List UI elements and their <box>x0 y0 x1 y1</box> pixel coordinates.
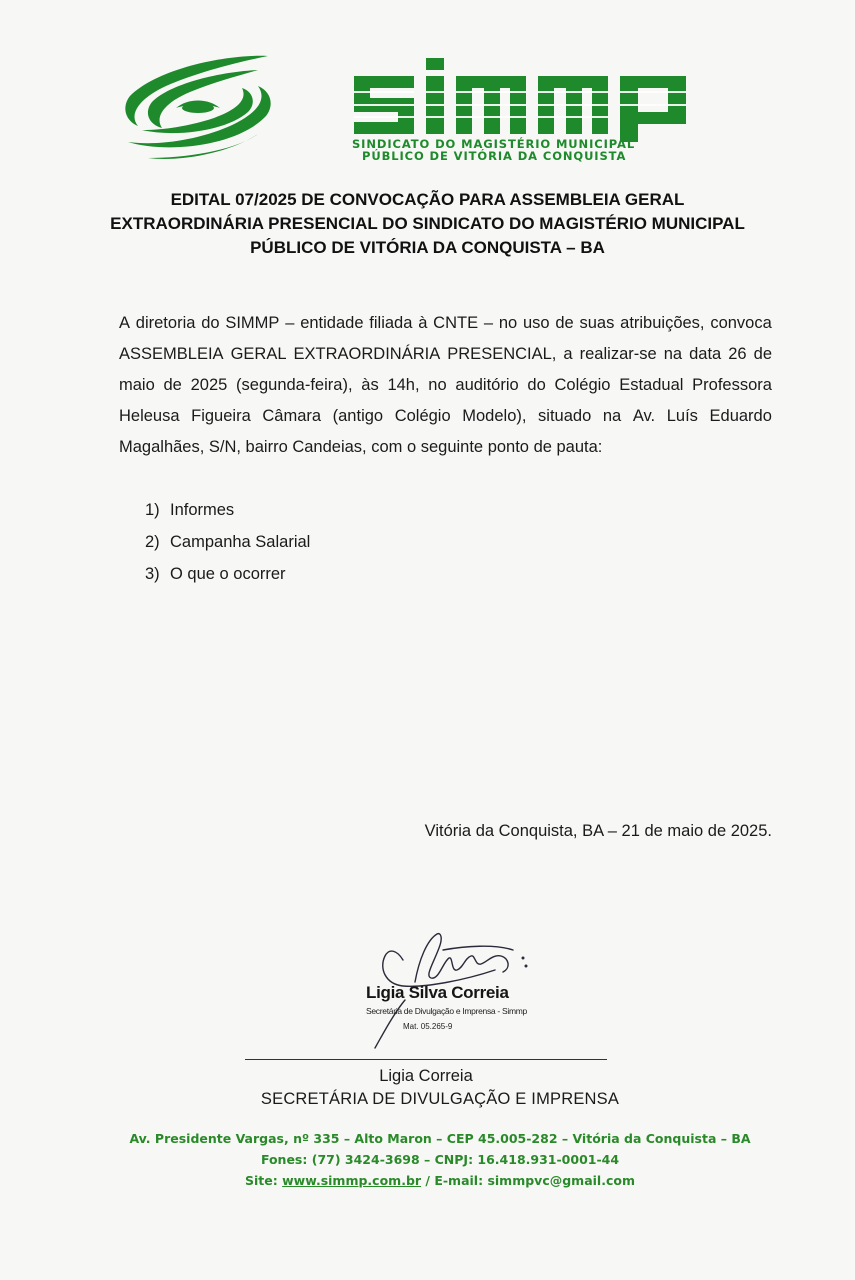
body-line1-text <box>119 308 772 339</box>
word: PRESENCIAL, <box>447 345 557 363</box>
word: maio <box>119 376 155 394</box>
word: Câmara <box>262 407 322 425</box>
body-line5 <box>119 432 772 463</box>
logo-subtitle-line1: SINDICATO DO MAGISTÉRIO MUNICIPAL <box>352 137 636 151</box>
word: às <box>361 376 379 394</box>
list-item <box>145 526 310 558</box>
word: convoca <box>710 314 772 332</box>
word: A <box>119 314 131 332</box>
word: CNTE <box>433 314 479 332</box>
simmp-emblem-logo <box>118 50 278 162</box>
footer-contact <box>90 1128 790 1191</box>
word: a <box>563 345 573 363</box>
word: GERAL <box>230 345 287 363</box>
body-line1 <box>119 308 772 339</box>
word: Figueira <box>191 407 251 425</box>
list-item-number: 1) <box>145 501 160 519</box>
title-line2: EXTRAORDINÁRIA PRESENCIAL DO SINDICATO DO MAGISTÉRIO MUNICIPAL <box>110 214 745 233</box>
word: Luís <box>666 407 698 425</box>
word: atribuições, <box>620 314 705 332</box>
word: uso <box>522 314 550 332</box>
signer-name: Ligia Correia <box>379 1067 473 1085</box>
list-item-text: Informes <box>170 501 235 519</box>
word: à <box>418 314 428 332</box>
footer-web <box>90 1170 790 1191</box>
word: Colégio <box>394 407 451 425</box>
word: Professora <box>692 376 772 394</box>
convocation-paragraph <box>119 308 772 463</box>
word: SIMMP <box>225 314 280 332</box>
word: suas <box>579 314 615 332</box>
title-line3: PÚBLICO DE VITÓRIA DA CONQUISTA – BA <box>250 238 605 257</box>
word: Colégio <box>554 376 611 394</box>
word: do <box>527 376 546 394</box>
stamp-role: Secretária de Divulgação e Imprensa - Simmp <box>366 1006 527 1016</box>
word: filiada <box>369 314 413 332</box>
list-item-number: 3) <box>145 565 160 583</box>
word: 26 <box>728 345 747 363</box>
body-line2-text <box>119 339 772 370</box>
list-item <box>145 494 310 526</box>
body-line2 <box>119 339 772 370</box>
word: de <box>555 314 574 332</box>
footer-email-label: / E-mail: <box>421 1173 488 1188</box>
body-line5-text: Magalhães, S/N, bairro Candeias, com o seguinte ponto de pauta: <box>119 438 603 456</box>
word: (segunda-feira), <box>236 376 353 394</box>
email-address[interactable]: simmpvc@gmail.com <box>487 1173 635 1188</box>
body-line3 <box>119 370 772 401</box>
word: Av. <box>632 407 656 425</box>
word: Modelo), <box>462 407 527 425</box>
word: diretoria <box>135 314 196 332</box>
document-title <box>90 188 765 260</box>
word: 2025 <box>190 376 228 394</box>
list-item-text: O que o ocorrer <box>170 565 286 583</box>
logo-subtitle-line2: PÚBLICO DE VITÓRIA DA CONQUISTA <box>362 149 627 163</box>
word: Eduardo <box>709 407 772 425</box>
word: EXTRAORDINÁRIA <box>293 345 441 363</box>
word: no <box>498 314 518 332</box>
word: data <box>689 345 722 363</box>
list-item-number: 2) <box>145 533 160 551</box>
word: ASSEMBLEIA <box>119 345 224 363</box>
signer-role: SECRETÁRIA DE DIVULGAÇÃO E IMPRENSA <box>260 1090 620 1108</box>
word: no <box>428 376 447 394</box>
logo-subtitle <box>352 138 722 162</box>
word: auditório <box>455 376 519 394</box>
word: de <box>163 376 182 394</box>
word: Estadual <box>619 376 684 394</box>
list-item <box>145 558 310 590</box>
word: entidade <box>300 314 364 332</box>
word: de <box>753 345 772 363</box>
site-link[interactable]: www.simmp.com.br <box>282 1173 422 1188</box>
word: (antigo <box>332 407 384 425</box>
agenda-list <box>145 494 310 590</box>
stamp-registration: Mat. 05.265-9 <box>403 1022 453 1031</box>
footer-address: Av. Presidente Vargas, nº 335 – Alto Maron – CEP 45.005-282 – Vitória da Conquista – BA <box>129 1131 751 1146</box>
simmp-wordmark <box>350 54 730 142</box>
body-line3-text <box>119 370 772 401</box>
list-item-text: Campanha Salarial <box>170 533 311 551</box>
word: realizar-se <box>579 345 657 363</box>
word: – <box>483 314 494 332</box>
word: na <box>663 345 683 363</box>
title-line1: EDITAL 07/2025 DE CONVOCAÇÃO PARA ASSEMBLEIA GERAL <box>170 190 685 209</box>
word: 14h, <box>387 376 420 394</box>
signature-line <box>245 1059 607 1060</box>
body-line4 <box>119 401 772 432</box>
date-line: Vitória da Conquista, BA – 21 de maio de 2025. <box>424 822 772 840</box>
word: na <box>602 407 622 425</box>
word: – <box>285 314 295 332</box>
word: do <box>201 314 220 332</box>
footer-phones: Fones: (77) 3424-3698 – CNPJ: 16.418.931-0001-44 <box>260 1152 620 1167</box>
body-line4-text <box>119 401 772 432</box>
footer-site-label: Site: <box>245 1173 283 1188</box>
word: Heleusa <box>119 407 180 425</box>
stamp-name: Ligia Silva Correia <box>366 983 509 1002</box>
word: situado <box>538 407 592 425</box>
